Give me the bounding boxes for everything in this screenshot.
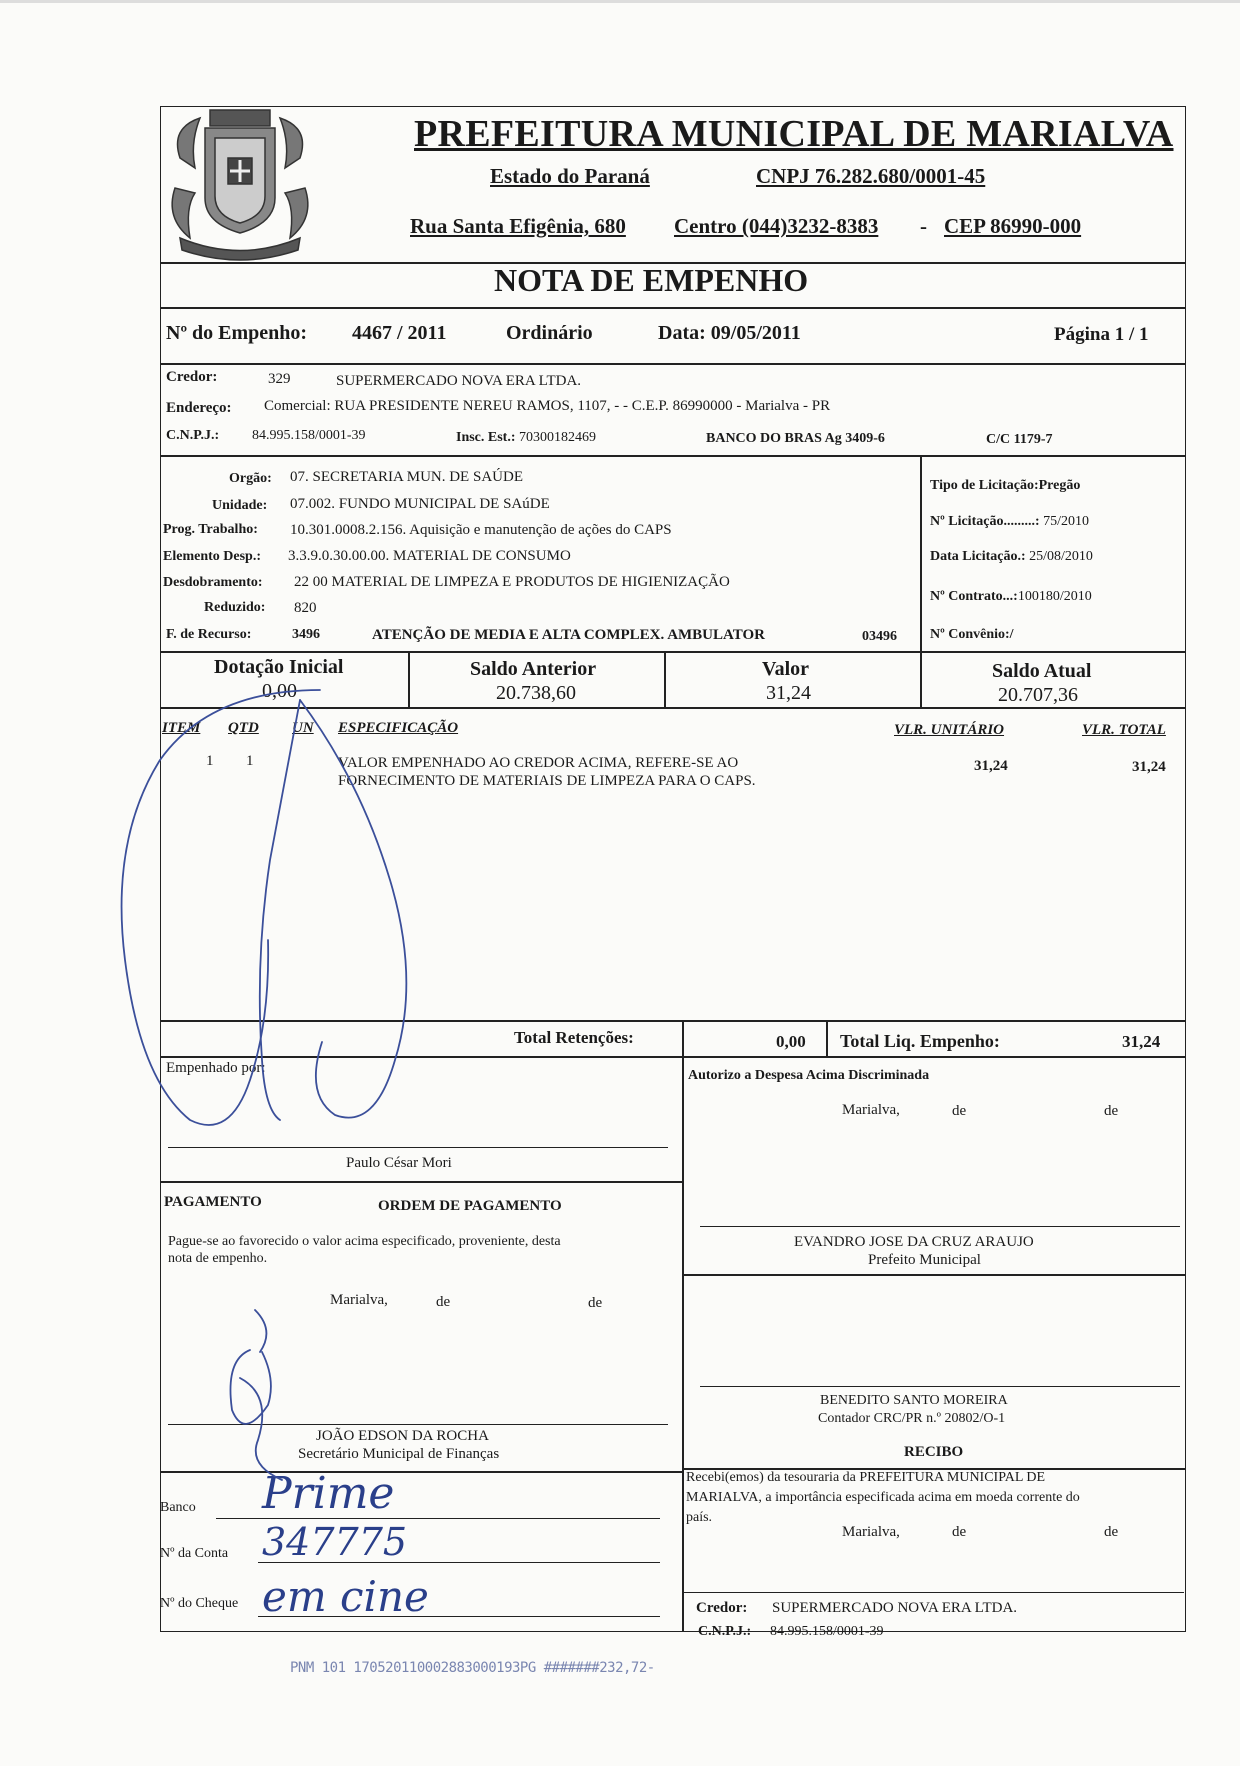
header-vlr-total: VLR. TOTAL — [1082, 722, 1166, 738]
secretario-role: Secretário Municipal de Finanças — [298, 1446, 500, 1462]
state-name: Estado do Paraná — [490, 164, 650, 188]
conta-corrente: C/C 1179-7 — [986, 432, 1053, 447]
header-especificacao: ESPECIFICAÇÃO — [338, 720, 459, 736]
item-desc-line2: FORNECIMENTO DE MATERIAIS DE LIMPEZA PARA O CAPS. — [338, 773, 756, 789]
saldo-atual-label: Saldo Atual — [992, 660, 1092, 682]
tipo-licitacao: Tipo de Licitação:Pregão — [930, 478, 1081, 493]
cheque-label: Nº do Cheque — [160, 1596, 239, 1611]
empenho-number: 4467 / 2011 — [352, 322, 447, 344]
reduzido-label: Reduzido: — [204, 600, 266, 615]
pagamento-de2: de — [588, 1295, 603, 1311]
autorizo-text: Autorizo a Despesa Acima Discriminada — [688, 1068, 930, 1083]
pagamento-city: Marialva, — [330, 1292, 388, 1308]
data-licitacao-value: 25/08/2010 — [1029, 549, 1093, 564]
fonte: ATENÇÃO DE MEDIA E ALTA COMPLEX. AMBULATOR — [372, 627, 765, 643]
insc-value: 70300182469 — [519, 430, 597, 445]
valor-label: Valor — [762, 658, 810, 680]
header-qtd: QTD — [228, 720, 259, 736]
header-un: UN — [292, 720, 314, 736]
credor-cnpj: 84.995.158/0001-39 — [252, 428, 366, 443]
prog: 10.301.0008.2.156. Aquisição e manutenção de ações do CAPS — [290, 522, 672, 538]
empenho-label: Nº do Empenho: — [166, 322, 308, 344]
prefeito-role: Prefeito Municipal — [868, 1252, 981, 1268]
cnpj-label: C.N.P.J.: — [166, 428, 220, 443]
saldo-anterior-value: 20.738,60 — [496, 682, 576, 704]
pagamento-text2: nota de empenho. — [168, 1251, 268, 1266]
prefeitura-title: PREFEITURA MUNICIPAL DE MARIALVA — [414, 113, 1174, 155]
prog-label: Prog. Trabalho: — [163, 522, 258, 537]
num-licitacao-label: Nº Licitação.........: — [930, 514, 1040, 529]
recibo-cnpj: 84.995.158/0001-39 — [770, 1624, 884, 1639]
recibo-text1: Recebi(emos) da tesouraria da PREFEITURA MUNICIPAL DE — [686, 1470, 1046, 1485]
cep: CEP 86990-000 — [944, 214, 1082, 238]
orgao-label: Orgão: — [229, 471, 272, 486]
dotacao-inicial-value: 0,00 — [262, 680, 297, 702]
contador-role: Contador CRC/PR n.º 20802/O-1 — [818, 1411, 1006, 1426]
recibo-credor: SUPERMERCADO NOVA ERA LTDA. — [772, 1600, 1018, 1616]
empenho-data: Data: 09/05/2011 — [658, 322, 801, 344]
fonte-code2: 03496 — [862, 629, 897, 644]
header-item: ITEM — [162, 720, 201, 736]
dash: - — [920, 214, 927, 238]
cheque-handwritten: em cine — [262, 1572, 429, 1621]
orgao: 07. SECRETARIA MUN. DE SAÚDE — [290, 469, 523, 485]
item-number: 1 — [206, 753, 214, 769]
total-liq-label: Total Liq. Empenho: — [840, 1031, 1000, 1051]
pagamento-text1: Pague-se ao favorecido o valor acima especificado, proveniente, desta — [168, 1234, 561, 1249]
autorizo-de1: de — [952, 1103, 967, 1119]
ordem-pagamento: ORDEM DE PAGAMENTO — [378, 1198, 562, 1214]
autorizo-city: Marialva, — [842, 1102, 900, 1118]
item-vlr-unitario: 31,24 — [974, 758, 1008, 774]
item-vlr-total: 31,24 — [1132, 759, 1166, 775]
empenhado-label: Empenhado por: — [166, 1060, 266, 1076]
page-number: Página 1 / 1 — [1054, 324, 1149, 345]
elem-label: Elemento Desp.: — [163, 549, 261, 564]
elem: 3.3.9.0.30.00.00. MATERIAL DE CONSUMO — [288, 548, 571, 564]
secretario-name: JOÃO EDSON DA ROCHA — [316, 1428, 489, 1444]
dotacao-inicial-label: Dotação Inicial — [214, 656, 344, 678]
convenio: Nº Convênio:/ — [930, 627, 1014, 642]
total-retencoes-value: 0,00 — [776, 1032, 806, 1051]
banco-handwritten: Prime — [262, 1468, 395, 1519]
conta-label: Nº da Conta — [160, 1546, 229, 1561]
recibo-de1: de — [952, 1524, 967, 1540]
recibo-de2: de — [1104, 1524, 1119, 1540]
num-licitacao-value: 75/2010 — [1043, 514, 1089, 529]
banco: BANCO DO BRAS Ag 3409-6 — [706, 431, 885, 446]
recibo-city: Marialva, — [842, 1524, 900, 1540]
total-retencoes-label: Total Retenções: — [514, 1028, 634, 1047]
valor-value: 31,24 — [766, 682, 811, 704]
address: Rua Santa Efigênia, 680 — [410, 214, 626, 238]
total-liq-value: 31,24 — [1122, 1032, 1161, 1051]
doc-title: NOTA DE EMPENHO — [494, 262, 809, 298]
recibo-credor-label: Credor: — [696, 1600, 748, 1616]
prefeito-name: EVANDRO JOSE DA CRUZ ARAUJO — [794, 1234, 1034, 1250]
empenhado-name: Paulo César Mori — [346, 1155, 452, 1171]
contador-name: BENEDITO SANTO MOREIRA — [820, 1393, 1008, 1408]
autorizo-de2: de — [1104, 1103, 1119, 1119]
bairro-phone: Centro (044)3232-8383 — [674, 214, 879, 238]
recibo-title: RECIBO — [904, 1444, 964, 1460]
unidade: 07.002. FUNDO MUNICIPAL DE SAúDE — [290, 496, 550, 512]
desd-label: Desdobramento: — [163, 575, 263, 590]
item-desc-line1: VALOR EMPENHADO AO CREDOR ACIMA, REFERE-SE AO — [338, 755, 739, 771]
recibo-cnpj-label: C.N.P.J.: — [698, 1624, 752, 1639]
data-licitacao-label: Data Licitação.: — [930, 549, 1026, 564]
cnpj-header: CNPJ 76.282.680/0001-45 — [756, 164, 986, 188]
unidade-label: Unidade: — [212, 498, 268, 513]
banco-label: Banco — [160, 1500, 196, 1515]
recibo-text2: MARIALVA, a importância especificada acima em moeda corrente do — [686, 1490, 1080, 1505]
endereco-label: Endereço: — [166, 400, 232, 416]
barcode-text: PNM 101 170520110002883000193PG #######232,72- — [290, 1660, 655, 1676]
recibo-text3: país. — [686, 1510, 713, 1525]
contrato-value: 100180/2010 — [1017, 589, 1092, 604]
fonte-label: F. de Recurso: — [166, 627, 252, 642]
contrato-label: Nº Contrato...: — [930, 589, 1018, 604]
fonte-code: 3496 — [292, 627, 320, 642]
reduzido: 820 — [294, 600, 317, 616]
endereco: Comercial: RUA PRESIDENTE NEREU RAMOS, 1107, - - C.E.P. 86990000 - Marialva - PR — [264, 398, 831, 414]
item-qtd: 1 — [246, 753, 254, 769]
desd: 22 00 MATERIAL DE LIMPEZA E PRODUTOS DE HIGIENIZAÇÃO — [294, 574, 730, 590]
pagamento-de1: de — [436, 1294, 451, 1310]
pagamento-title: PAGAMENTO — [164, 1194, 262, 1210]
credor-name: SUPERMERCADO NOVA ERA LTDA. — [336, 373, 582, 389]
header-vlr-unitario: VLR. UNITÁRIO — [894, 722, 1005, 738]
credor-label: Credor: — [166, 369, 218, 385]
saldo-atual-value: 20.707,36 — [998, 684, 1078, 706]
saldo-anterior-label: Saldo Anterior — [470, 658, 597, 680]
conta-handwritten: 347775 — [262, 1520, 408, 1564]
empenho-tipo: Ordinário — [506, 322, 593, 344]
insc-label: Insc. Est.: — [456, 430, 516, 445]
credor-code: 329 — [268, 371, 291, 387]
